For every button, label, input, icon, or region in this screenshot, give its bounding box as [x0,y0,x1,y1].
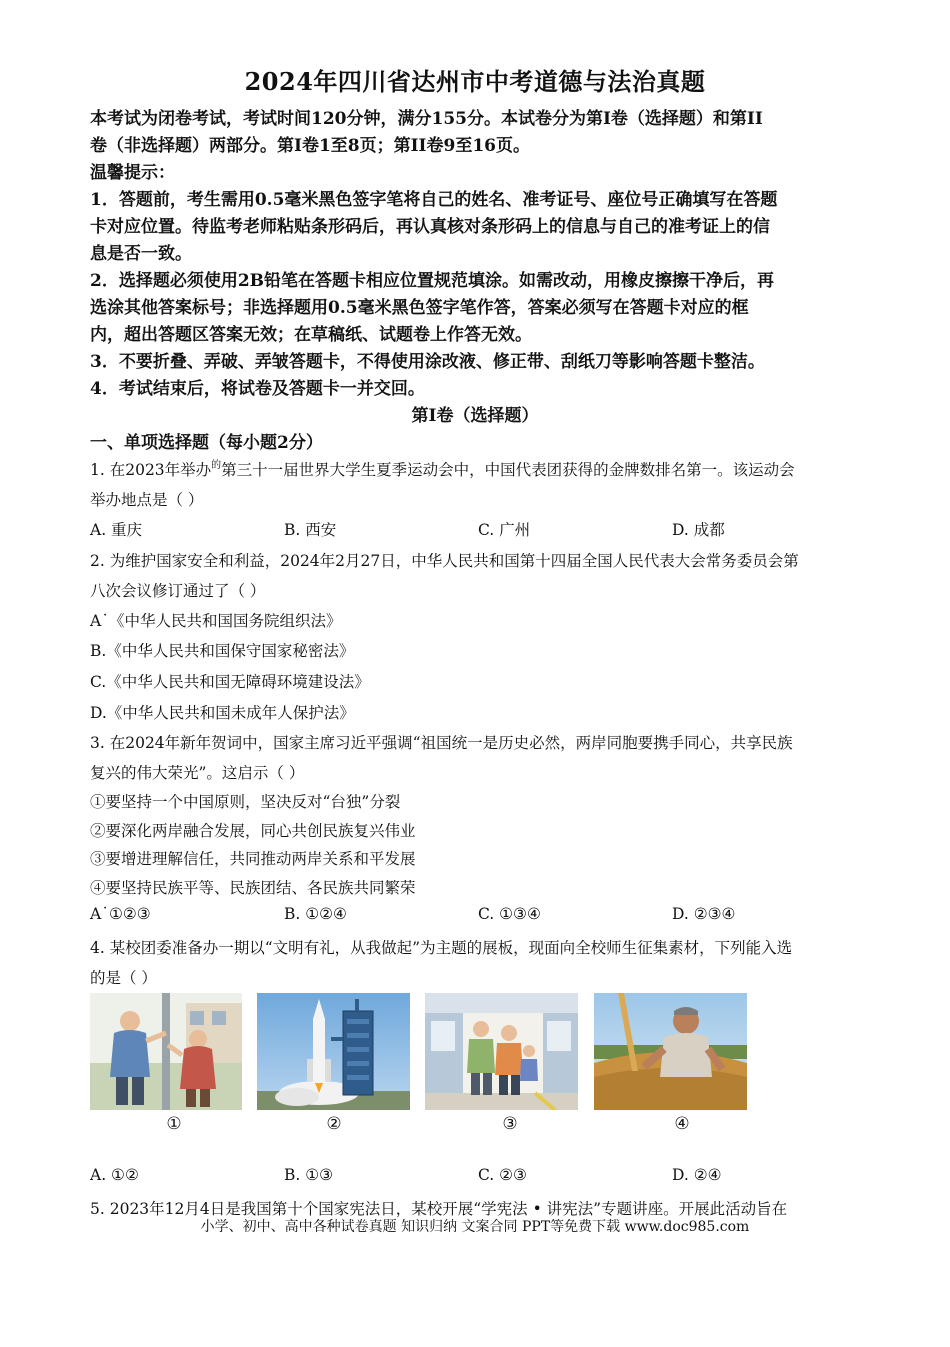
question-5-stem: 5. 2023年12月4日是我国第十个国家宪法日，某校开展“学宪法 • 讲宪法”专题讲座。开展此活动旨在 [90,1200,788,1218]
picture-label-2: ② [326,1114,342,1134]
intro-line: 3．不要折叠、弄破、弄皱答题卡，不得使用涂改液、修正带、刮纸刀等影响答题卡整洁。 [90,352,765,372]
intro-line: 内，超出答题区答案无效；在草稿纸、试题卷上作答无效。 [90,325,532,345]
q3-statement: ①要坚持一个中国原则，坚决反对“台独”分裂 [90,793,401,811]
question-3-stem: 3. 在2024年新年贺词中，国家主席习近平强调“祖国统一是历史必然，两岸同胞要携手同心，共享民族 [90,734,793,752]
intro-line: 1．答题前，考生需用0.5毫米黑色签字笔将自己的姓名、准考证号、座位号正确填写在答题 [90,190,778,210]
picture-label-1: ① [166,1114,182,1134]
q3-option-d: D. ②③④ [672,905,736,923]
intro-line: 选涂其他答案标号；非选择题用0.5毫米黑色签字笔作答，答案必须写在答题卡对应的框 [90,298,749,318]
intro-line: 2．选择题必须使用2B铅笔在答题卡相应位置规范填涂。如需改动，用橡皮擦擦干净后，再 [90,271,775,291]
question-2-stem: 2. 为维护国家安全和利益，2024年2月27日，中华人民共和国第十四届全国人民代表大会常务委员会第 [90,552,799,570]
picture-1-street-scene [90,993,242,1110]
q3-option-a: A˙①②③ [90,905,151,923]
q3-option-b: B. ①②④ [284,905,347,923]
q1-option-b: B. 西安 [284,521,337,539]
intro-line: 4．考试结束后，将试卷及答题卡一并交回。 [90,379,425,399]
intro-line: 温馨提示： [90,163,175,183]
q1-option-d: D. 成都 [672,521,725,539]
q2-option-b: B.《中华人民共和国保守国家秘密法》 [90,642,355,660]
question-1-stem-2: 举办地点是（ ） [90,491,204,509]
footer-watermark-text: 小学、初中、高中各种试卷真题 知识归纳 文案合同 PPT等免费下载 www.doc985.com [200,1219,750,1235]
question-1-stem [90,458,795,480]
question-4-stem: 4. 某校团委准备办一期以“文明有礼，从我做起”为主题的展板，现面向全校师生征集素材，下列能入选 [90,939,793,957]
q3-option-c: C. ①③④ [478,905,541,923]
intro-line: 卷（非选择题）两部分。第I卷1至8页；第II卷9至16页。 [90,136,530,156]
page-title: 2024年四川省达州市中考道德与法治真题 [244,67,706,96]
q4-option-c: C. ②③ [478,1166,527,1184]
part-title: 一、单项选择题（每小题2分） [90,433,323,453]
q1-text-b: 第三十一届世界大学生夏季运动会中，中国代表团获得的金牌数排名第一。该运动会 [221,461,795,479]
question-2-stem-2: 八次会议修订通过了（ ） [90,582,266,600]
q1-option-c: C. 广州 [478,521,531,539]
q2-option-c: C.《中华人民共和国无障碍环境建设法》 [90,673,370,691]
picture-3-subway-platform [425,993,578,1110]
q3-statement: ④要坚持民族平等、民族团结、各民族共同繁荣 [90,879,416,897]
q1-superscript: 的 [211,460,222,471]
intro-line: 本考试为闭卷考试，考试时间120分钟，满分155分。本试卷分为第I卷（选择题）和第II [90,109,763,129]
picture-2-rocket-launch [257,993,410,1110]
q3-statement: ③要增进理解信任，共同推动两岸关系和平发展 [90,850,416,868]
picture-label-3: ③ [502,1114,518,1134]
q4-option-b: B. ①③ [284,1166,334,1184]
q4-option-d: D. ②④ [672,1166,722,1184]
q2-option-d: D.《中华人民共和国未成年人保护法》 [90,704,355,722]
intro-line: 息是否一致。 [90,244,192,264]
q3-statement: ②要深化两岸融合发展，同心共创民族复兴伟业 [90,822,416,840]
intro-line: 卡对应位置。待监考老师粘贴条形码后，再认真核对条形码上的信息与自己的准考证上的信 [90,217,770,237]
picture-4-farmer-grain [594,993,747,1110]
q1-text-a: 1. 在2023年举办 [90,461,212,479]
q4-option-a: A. ①② [90,1166,139,1184]
q1-option-a: A. 重庆 [90,521,143,539]
q2-option-a: A˙《中华人民共和国国务院组织法》 [90,612,342,630]
question-4-stem-2: 的是（ ） [90,969,157,987]
question-3-stem-2: 复兴的伟大荣光”。这启示（ ） [90,764,305,782]
section-title: 第Ⅰ卷（选择题） [411,406,539,426]
picture-label-4: ④ [674,1114,690,1134]
